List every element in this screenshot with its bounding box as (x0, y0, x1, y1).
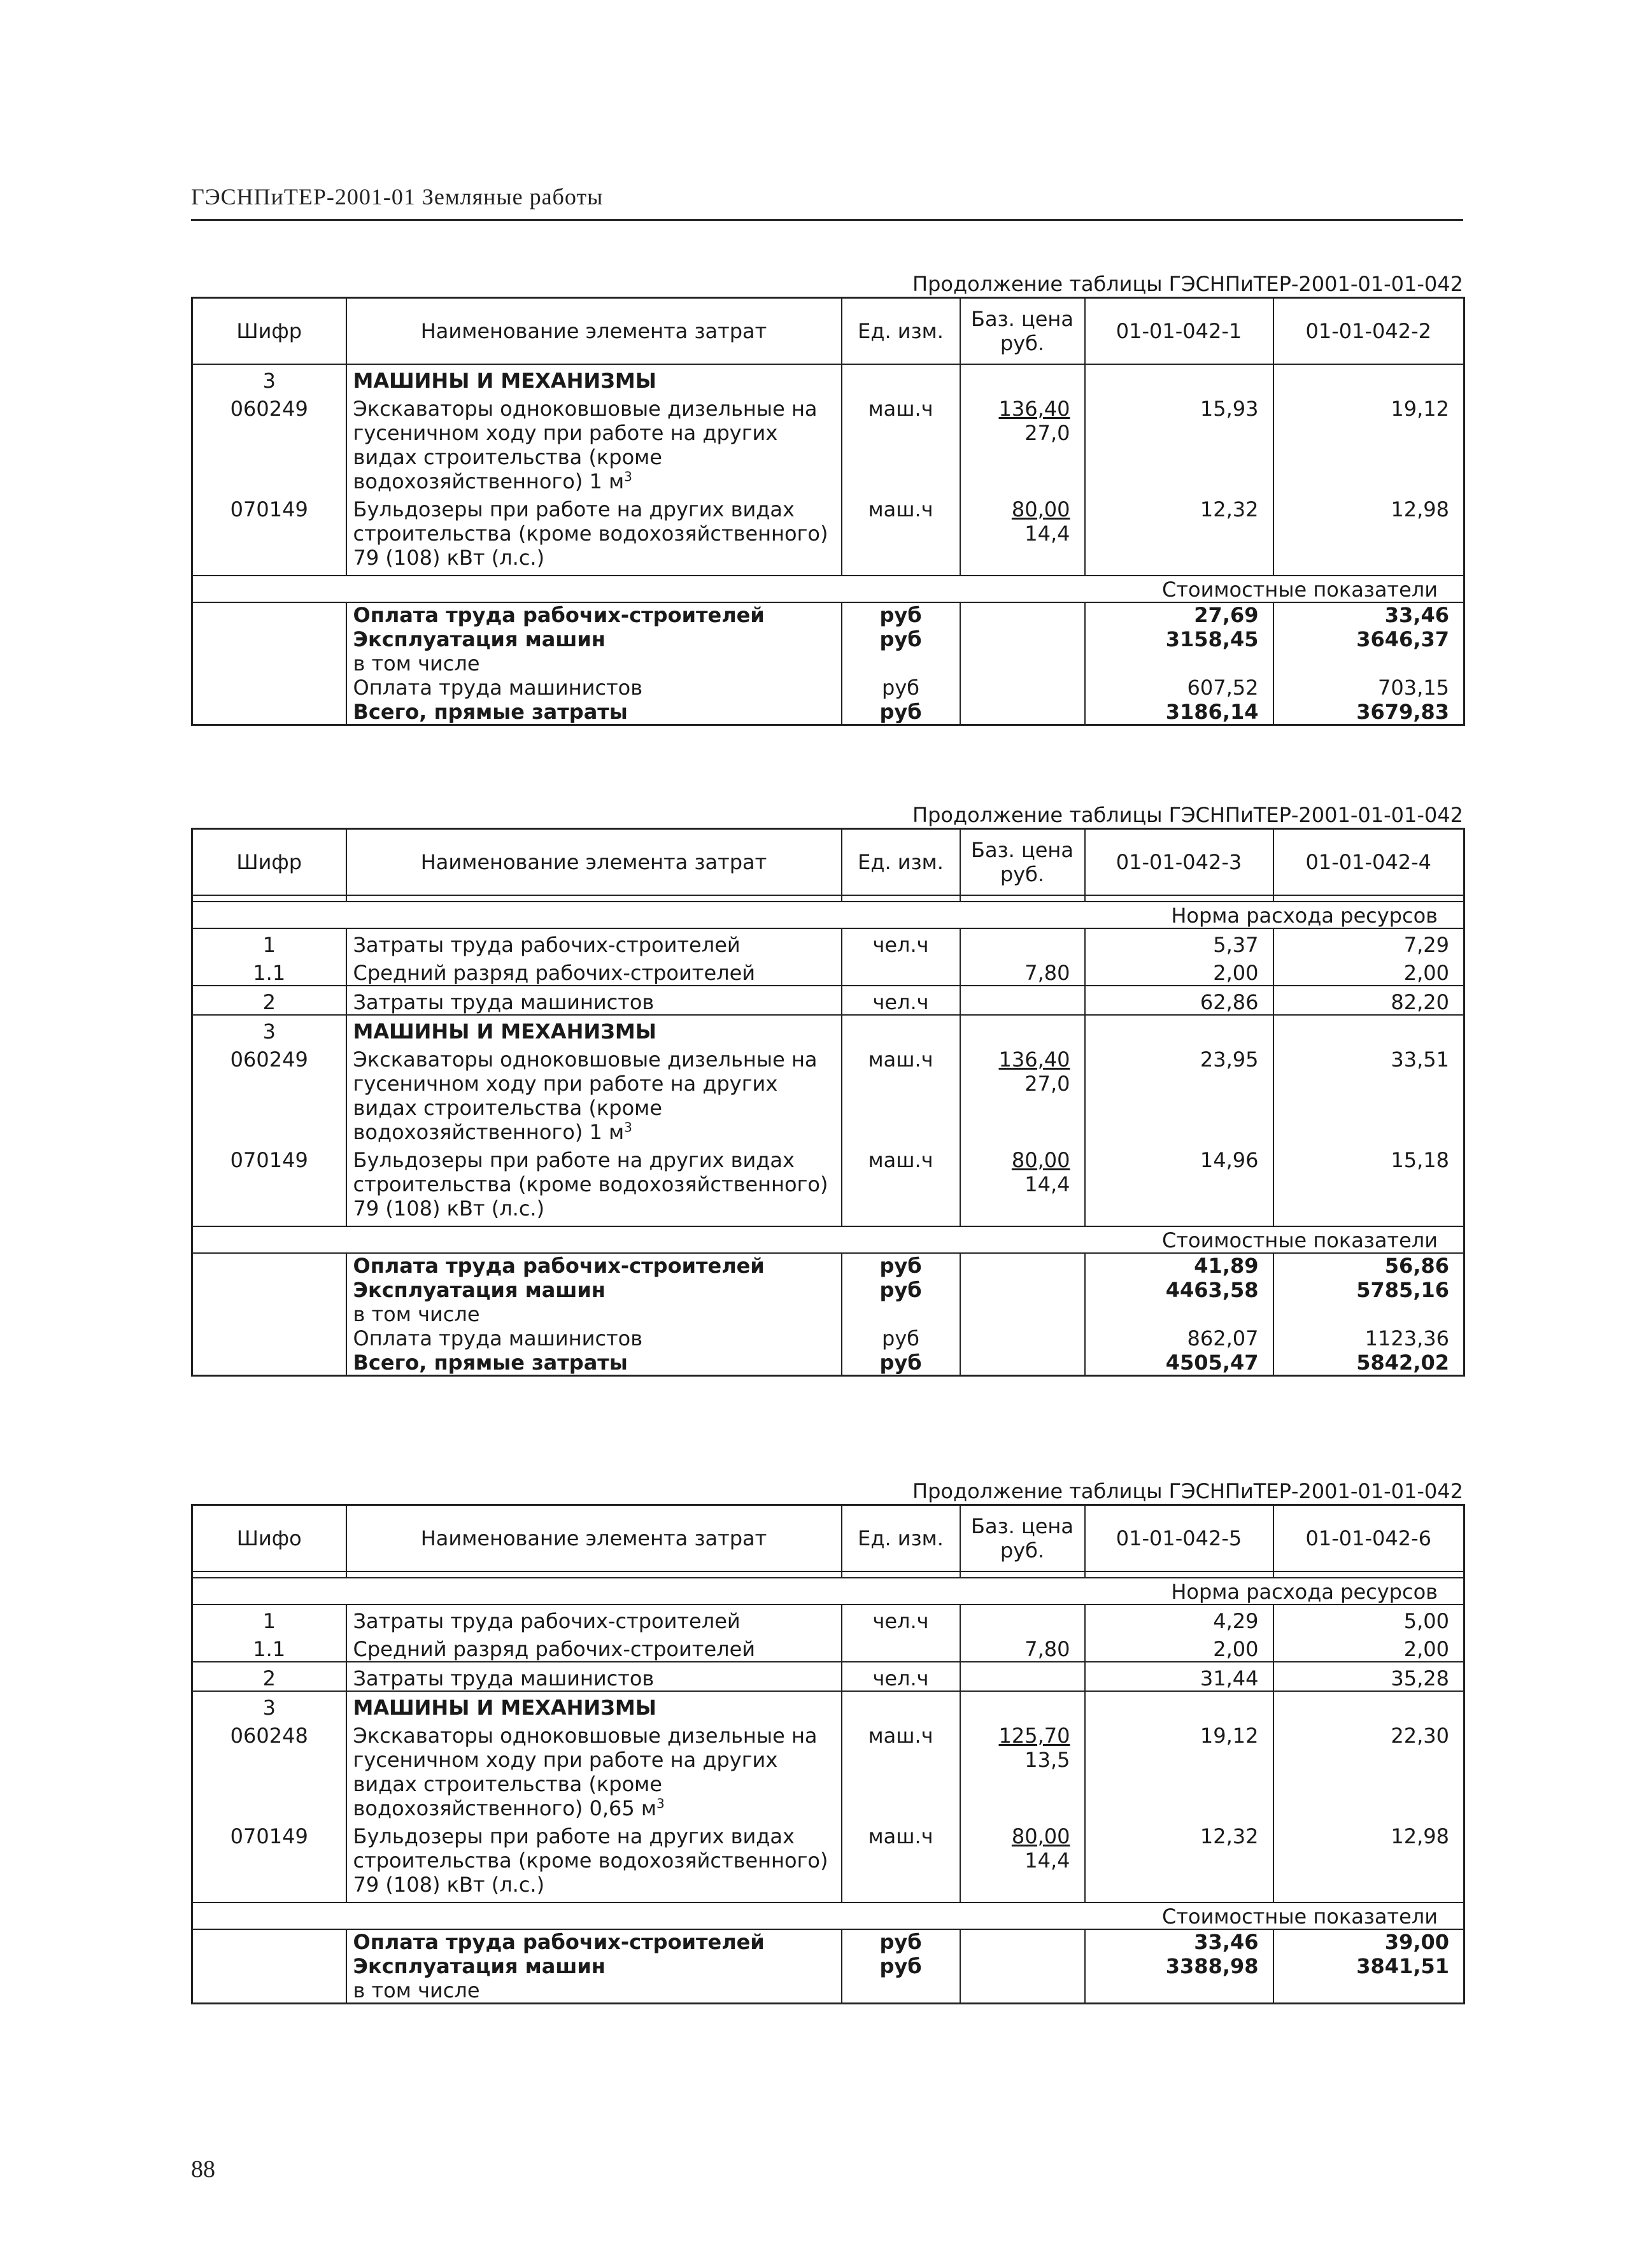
cost-row: в том числе (192, 1978, 1464, 2004)
header-name: Наименование элемента затрат (346, 1505, 842, 1572)
header-code: Шифр (192, 298, 346, 365)
table-row: 2 Затраты труда машинистов чел.ч 31,44 35,28 (192, 1662, 1464, 1691)
header-name: Наименование элемента затрат (346, 298, 842, 365)
cost-section-bar: Стоимостные показатели (192, 1226, 1464, 1253)
header-col-b: 01-01-042-4 (1273, 829, 1464, 896)
cost-row: Эксплуатация машин руб 3158,45 3646,37 (192, 627, 1464, 651)
header-name: Наименование элемента затрат (346, 829, 842, 896)
cost-section-bar: Стоимостные показатели (192, 1903, 1464, 1929)
header-unit: Ед. изм. (842, 1505, 960, 1572)
cost-table (191, 828, 1465, 1377)
header-code: Шифр (192, 829, 346, 896)
header-col-b: 01-01-042-6 (1273, 1505, 1464, 1572)
resource-section-bar: Норма расхода ресурсов (192, 1578, 1464, 1605)
cost-row: Эксплуатация машин руб 4463,58 5785,16 (192, 1278, 1464, 1302)
table-row: 060248 Экскаваторы одноковшовые дизельные на гусеничном ходу при работе на других видах строительства (кроме водохозяйственного) 0,65 $м^3$ маш.ч 125,70 13,5 19,12 22,30 (192, 1720, 1464, 1820)
header-col-a: 01-01-042-3 (1085, 829, 1273, 896)
cost-row: Оплата труда рабочих-строителей руб 33,46 39,00 (192, 1929, 1464, 1954)
cost-table (191, 1504, 1465, 2004)
table-row: 3 МАШИНЫ И МЕХАНИЗМЫ (192, 1015, 1464, 1044)
table-row: 070149 Бульдозеры при работе на других видах строительства (кроме водохозяйственного) 79 (108) кВт (л.с.) маш.ч 80,00 14,4 14,96 15,18 (192, 1144, 1464, 1221)
table-row: 2 Затраты труда машинистов чел.ч 62,86 82,20 (192, 986, 1464, 1015)
cost-row: Всего, прямые затраты руб 3186,14 3679,83 (192, 700, 1464, 725)
table-caption: Продолжение таблицы ГЭСНПиТЕР-2001-01-01-042 (912, 1479, 1463, 1503)
cost-row: Всего, прямые затраты руб 4505,47 5842,02 (192, 1350, 1464, 1376)
table-row: 1.1 Средний разряд рабочих-строителей 7,80 2,00 2,00 (192, 1633, 1464, 1662)
header-code: Шифо (192, 1505, 346, 1572)
cost-row: в том числе (192, 651, 1464, 676)
resource-section-bar: Норма расхода ресурсов (192, 902, 1464, 928)
table-row: 1 Затраты труда рабочих-строителей чел.ч 4,29 5,00 (192, 1605, 1464, 1633)
table-row: 060249 Экскаваторы одноковшовые дизельные на гусеничном ходу при работе на других видах строительства (кроме водохозяйственного) 1 $м^3$ маш.ч 136,40 27,0 15,93 19,12 (192, 393, 1464, 493)
table-caption: Продолжение таблицы ГЭСНПиТЕР-2001-01-01-042 (912, 803, 1463, 827)
cost-row: Оплата труда рабочих-строителей руб 27,69 33,46 (192, 602, 1464, 627)
table-row: 1.1 Средний разряд рабочих-строителей 7,80 2,00 2,00 (192, 957, 1464, 986)
header-unit: Ед. изм. (842, 829, 960, 896)
header-col-b: 01-01-042-2 (1273, 298, 1464, 365)
header-price: Баз. цена руб. (960, 298, 1085, 365)
page-number: 88 (191, 2156, 215, 2183)
table-row: 3 МАШИНЫ И МЕХАНИЗМЫ (192, 1691, 1464, 1720)
header-price: Баз. цена руб. (960, 829, 1085, 896)
table-row: 060249 Экскаваторы одноковшовые дизельные на гусеничном ходу при работе на других видах строительства (кроме водохозяйственного) 1 $м^3$ маш.ч 136,40 27,0 23,95 33,51 (192, 1044, 1464, 1144)
cost-row: Оплата труда рабочих-строителей руб 41,89 56,86 (192, 1253, 1464, 1278)
cost-row: Эксплуатация машин руб 3388,98 3841,51 (192, 1954, 1464, 1978)
header-col-a: 01-01-042-5 (1085, 1505, 1273, 1572)
header-col-a: 01-01-042-1 (1085, 298, 1273, 365)
cost-row: Оплата труда машинистов руб 862,07 1123,36 (192, 1326, 1464, 1350)
cost-table (191, 297, 1465, 726)
cost-row: в том числе (192, 1302, 1464, 1326)
table-row: 070149 Бульдозеры при работе на других видах строительства (кроме водохозяйственного) 79 (108) кВт (л.с.) маш.ч 80,00 14,4 12,32 12,98 (192, 493, 1464, 570)
table-row: 070149 Бульдозеры при работе на других видах строительства (кроме водохозяйственного) 79 (108) кВт (л.с.) маш.ч 80,00 14,4 12,32 12,98 (192, 1820, 1464, 1897)
cost-row: Оплата труда машинистов руб 607,52 703,15 (192, 676, 1464, 700)
table-row: 3 МАШИНЫ И МЕХАНИЗМЫ (192, 364, 1464, 393)
header-price: Баз. цена руб. (960, 1505, 1085, 1572)
table-row: 1 Затраты труда рабочих-строителей чел.ч 5,37 7,29 (192, 928, 1464, 957)
running-header: ГЭСНПиТЕР-2001-01 Земляные работы (191, 183, 1463, 221)
table-caption: Продолжение таблицы ГЭСНПиТЕР-2001-01-01-042 (912, 272, 1463, 296)
cost-section-bar: Стоимостные показатели (192, 576, 1464, 602)
header-unit: Ед. изм. (842, 298, 960, 365)
